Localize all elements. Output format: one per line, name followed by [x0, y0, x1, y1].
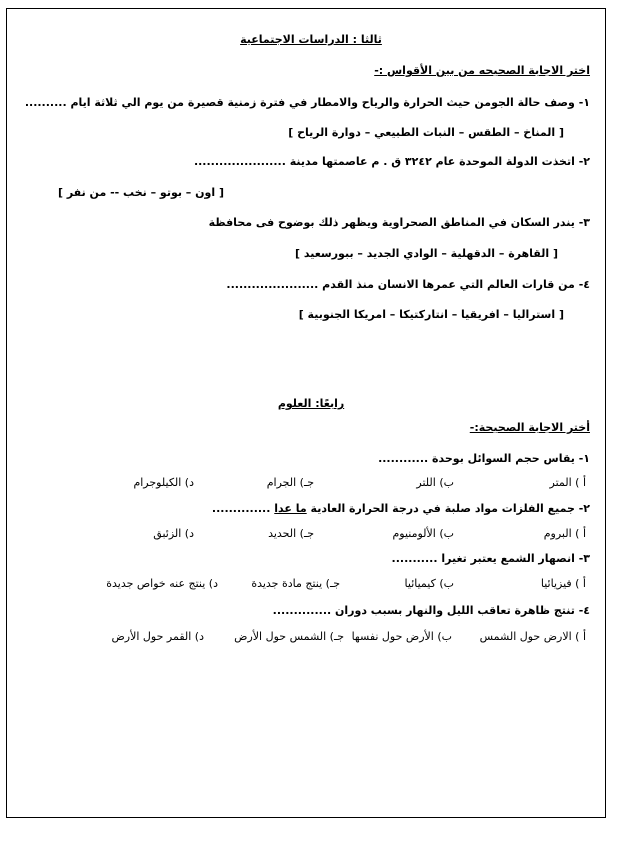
- science-question-1: ١- يقاس حجم السوائل بوحدة ............: [378, 452, 590, 465]
- q1-option-d: د) الكيلوجرام: [133, 476, 194, 489]
- social-instruction: اختر الاجابة الصحيحه من بين الأقواس :-: [374, 64, 590, 77]
- underlined-except: ما عدا: [274, 502, 307, 515]
- q4-option-b: ب) الأرض حول نفسها: [351, 630, 452, 643]
- social-question-1: ١- وصف حالة الجومن حيث الحرارة والرياح والامطار في فترة زمنية قصيرة من يوم الي ثلاثة ايام ..........: [24, 96, 590, 109]
- q3-option-d: د) ينتج عنه خواص جديدة: [106, 577, 218, 590]
- q2-option-c: جـ) الحديد: [268, 527, 314, 540]
- q4-option-c: جـ) الشمس حول الأرض: [234, 630, 344, 643]
- science-instruction: أختر الاجابة الصحيحة:-: [469, 421, 590, 434]
- science-question-4: ٤- تنتج ظاهرة تعاقب الليل والنهار بسبب دوران ..............: [272, 604, 590, 617]
- q1-option-b: ب) اللتر: [416, 476, 454, 489]
- q3-option-b: ب) كيميائيا: [404, 577, 454, 590]
- social-choices-4: [ استراليا – افريقيا – انتاركتيكا – امريكا الجنوبية ]: [298, 308, 564, 321]
- q1-option-c: جـ) الجرام: [266, 476, 314, 489]
- q2-option-a: أ ) البروم: [543, 527, 586, 540]
- social-question-4: ٤- من قارات العالم التي عمرها الانسان منذ القدم ......................: [226, 278, 590, 291]
- social-studies-title: ثالثا : الدراسات الاجتماعية: [240, 33, 382, 46]
- social-choices-2: [ اون – بوتو – نخب -- من نفر ]: [57, 186, 224, 199]
- social-choices-1: [ المناخ – الطقس – النبات الطبيعي – دوارة الرياح ]: [288, 126, 564, 139]
- q4-option-a: أ ) الارض حول الشمس: [479, 630, 586, 643]
- q2-option-d: د) الزئبق: [153, 527, 194, 540]
- q4-option-d: د) القمر حول الأرض: [111, 630, 204, 643]
- q2-option-b: ب) الألومنيوم: [392, 527, 454, 540]
- science-title: رابعًا: العلوم: [277, 397, 345, 410]
- social-question-3: ٣- يندر السكان في المناطق الصحراوية ويظهر ذلك بوضوح فى محافظة: [208, 216, 590, 229]
- q1-option-a: أ ) المتر: [549, 476, 586, 489]
- q3-option-a: أ ) فيزيائيا: [540, 577, 586, 590]
- science-question-2: ٢- جميع الفلزات مواد صلبة في درجة الحرارة العادية ما عدا ..............: [211, 502, 590, 515]
- social-question-2: ٢- اتخذت الدولة الموحدة عام ٣٢٤٢ ق . م عاصمتها مدينة ......................: [193, 155, 590, 168]
- social-choices-3: [ القاهرة – الدقهلية – الوادي الجديد – ببورسعيد ]: [295, 247, 558, 260]
- science-question-3: ٣- انصهار الشمع يعتبر تغيرا ...........: [391, 552, 590, 565]
- q3-option-c: جـ) ينتج مادة جديدة: [251, 577, 340, 590]
